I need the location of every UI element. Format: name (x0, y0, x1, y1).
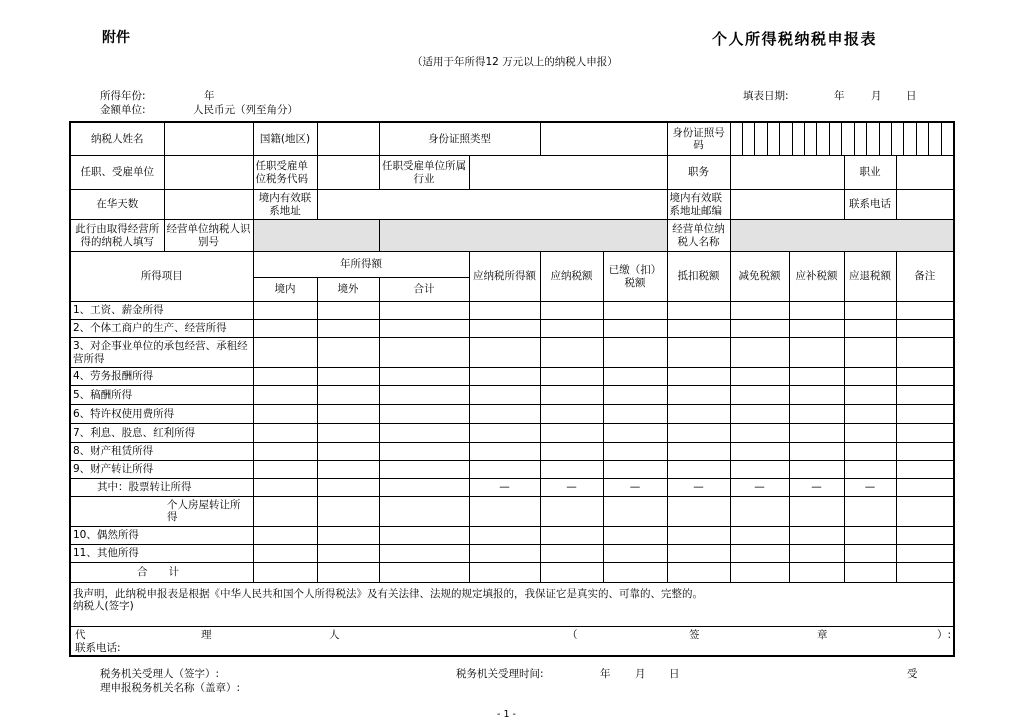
cell[interactable] (540, 368, 603, 386)
income-item-label: 3、对企事业单位的承包经营、承租经营所得 (70, 338, 253, 368)
cell[interactable] (789, 563, 844, 583)
page-number: - 1 - (497, 709, 516, 720)
cell[interactable] (253, 563, 317, 583)
cell[interactable] (253, 443, 317, 461)
tax-refund-header: 应退税额 (844, 252, 896, 302)
agent-char-1: 代 (75, 629, 86, 641)
table-row (70, 527, 954, 545)
cell[interactable] (603, 338, 667, 368)
total-row-label: 合 计 (70, 563, 253, 583)
cell[interactable] (469, 527, 540, 545)
cell[interactable] (379, 563, 469, 583)
cell[interactable] (730, 386, 789, 405)
cell[interactable] (667, 497, 730, 527)
cell[interactable] (469, 302, 540, 320)
address-postcode-label: 境内有效联系地址邮编 (667, 190, 730, 220)
cell[interactable] (379, 302, 469, 320)
fill-date-month[interactable]: 月 (871, 90, 882, 102)
cell[interactable] (896, 461, 954, 479)
address-postcode-field[interactable] (730, 190, 844, 220)
cell[interactable] (789, 461, 844, 479)
cell[interactable] (317, 368, 379, 386)
agent-paren-close: ）: (937, 629, 952, 641)
cell[interactable] (667, 563, 730, 583)
receive-year[interactable]: 年 (600, 668, 611, 680)
cell[interactable] (379, 368, 469, 386)
cell[interactable] (253, 461, 317, 479)
cell[interactable] (317, 479, 379, 497)
cell[interactable] (730, 320, 789, 338)
table-row (70, 443, 954, 461)
cell[interactable] (896, 479, 954, 497)
cell[interactable] (540, 497, 603, 527)
nationality-label: 国籍(地区) (253, 122, 317, 156)
cell[interactable] (730, 461, 789, 479)
cell[interactable] (789, 443, 844, 461)
cell[interactable] (789, 386, 844, 405)
domestic-address-field[interactable] (317, 190, 667, 220)
employer-industry-label: 任职受雇单位所属行业 (379, 156, 469, 190)
income-year-value[interactable]: 年 (204, 90, 215, 102)
table-row (70, 461, 954, 479)
cell[interactable] (469, 443, 540, 461)
cell[interactable] (469, 461, 540, 479)
page-subtitle: （适用于年所得12 万元以上的纳税人申报） (412, 56, 618, 68)
cell[interactable] (317, 563, 379, 583)
cell[interactable] (844, 527, 896, 545)
cell[interactable] (379, 545, 469, 563)
annual-income-header: 年所得额 (253, 252, 469, 278)
receive-time-label: 税务机关受理时间: (456, 668, 544, 680)
cell[interactable] (540, 563, 603, 583)
agent-paren-open: （ (567, 629, 578, 641)
fill-date-year[interactable]: 年 (834, 90, 845, 102)
cell[interactable] (317, 497, 379, 527)
cell[interactable] (379, 443, 469, 461)
cell[interactable] (540, 545, 603, 563)
cell[interactable] (667, 443, 730, 461)
tax-payable-header: 应纳税额 (540, 252, 603, 302)
income-item-label: 9、财产转让所得 (70, 461, 253, 479)
income-year-label: 所得年份: (100, 90, 146, 102)
cell[interactable] (603, 368, 667, 386)
currency-value: 人民币元（列至角分） (193, 104, 298, 116)
house-transfer-label: 个人房屋转让所得 (167, 499, 241, 524)
cell[interactable] (469, 563, 540, 583)
domestic-address-label: 境内有效联系地址 (253, 190, 317, 220)
declaration-cell (70, 583, 954, 627)
income-item-label (70, 497, 253, 527)
cell[interactable] (730, 497, 789, 527)
phone-field[interactable] (896, 190, 954, 220)
table-row (70, 302, 954, 320)
cell[interactable] (896, 368, 954, 386)
cell[interactable] (667, 527, 730, 545)
cell[interactable] (253, 479, 317, 497)
cell[interactable] (896, 302, 954, 320)
cell[interactable] (844, 497, 896, 527)
cell[interactable] (603, 443, 667, 461)
tax-receiver-label: 税务机关受理人（签字）: (100, 668, 220, 680)
cell[interactable] (844, 424, 896, 443)
cell[interactable] (603, 424, 667, 443)
employer-label: 任职、受雇单位 (70, 156, 164, 190)
days-in-china-field[interactable] (164, 190, 253, 220)
table-row (70, 368, 954, 386)
cell[interactable] (603, 320, 667, 338)
cell[interactable] (253, 405, 317, 424)
cell[interactable] (317, 320, 379, 338)
employer-tax-code-field[interactable] (317, 156, 379, 190)
cell[interactable] (844, 563, 896, 583)
agent-char-3: 人 (329, 629, 340, 641)
cell[interactable] (317, 302, 379, 320)
tax-relief-header: 减免税额 (730, 252, 789, 302)
cell[interactable] (896, 545, 954, 563)
cell[interactable] (896, 563, 954, 583)
taxpayer-name-label: 纳税人姓名 (70, 122, 164, 156)
cell[interactable] (253, 338, 317, 368)
income-item-label: 10、偶然所得 (70, 527, 253, 545)
total-header: 合计 (379, 278, 469, 302)
cell[interactable] (730, 405, 789, 424)
cell[interactable] (317, 405, 379, 424)
table-row (70, 479, 954, 497)
nationality-field[interactable] (317, 122, 379, 156)
cell[interactable] (730, 424, 789, 443)
cell[interactable] (603, 497, 667, 527)
cell[interactable] (667, 424, 730, 443)
cell[interactable] (896, 405, 954, 424)
table-row (70, 545, 954, 563)
cell[interactable] (540, 527, 603, 545)
cell[interactable] (603, 461, 667, 479)
cell[interactable] (896, 320, 954, 338)
cell[interactable] (379, 424, 469, 443)
income-item-label: 8、财产租赁所得 (70, 443, 253, 461)
cell[interactable] (730, 443, 789, 461)
table-row (70, 497, 954, 527)
cell[interactable] (896, 443, 954, 461)
tax-declaration-form (69, 121, 955, 657)
cell[interactable] (603, 563, 667, 583)
cell[interactable] (844, 386, 896, 405)
cell[interactable] (469, 497, 540, 527)
cell[interactable] (379, 479, 469, 497)
cell[interactable] (730, 545, 789, 563)
cell[interactable] (789, 497, 844, 527)
cell[interactable] (844, 320, 896, 338)
fill-date-day[interactable]: 日 (906, 90, 917, 102)
income-item-label: 5、稿酬所得 (70, 386, 253, 405)
employer-industry-field[interactable] (469, 156, 667, 190)
cell[interactable] (896, 386, 954, 405)
cell[interactable] (469, 338, 540, 368)
cell[interactable] (844, 302, 896, 320)
overseas-header: 境外 (317, 278, 379, 302)
cell[interactable] (603, 545, 667, 563)
tax-supplement-header: 应补税额 (789, 252, 844, 302)
cell[interactable] (789, 338, 844, 368)
fill-date-label: 填表日期: (743, 90, 789, 102)
dash-cell: — (540, 479, 603, 497)
cell[interactable] (603, 527, 667, 545)
cell[interactable] (667, 461, 730, 479)
cell[interactable] (253, 545, 317, 563)
business-unit-tin-field[interactable] (253, 220, 379, 252)
income-item-label: 7、利息、股息、红利所得 (70, 424, 253, 443)
cell[interactable] (844, 545, 896, 563)
agent-sign-char-2[interactable]: 章 (817, 629, 828, 641)
cell[interactable] (730, 527, 789, 545)
cell[interactable] (253, 424, 317, 443)
cell[interactable] (896, 424, 954, 443)
cell[interactable] (789, 405, 844, 424)
occupation-label: 职业 (844, 156, 896, 190)
receive-month[interactable]: 月 (635, 668, 646, 680)
dash-cell: — (667, 479, 730, 497)
table-row (70, 405, 954, 424)
cell[interactable] (317, 527, 379, 545)
domestic-header: 境内 (253, 278, 317, 302)
days-in-china-label: 在华天数 (70, 190, 164, 220)
cell[interactable] (379, 461, 469, 479)
cell[interactable] (896, 338, 954, 368)
dash-cell: — (844, 479, 896, 497)
cell[interactable] (844, 405, 896, 424)
cell[interactable] (317, 443, 379, 461)
authority-label: 理申报税务机关名称（盖章）: (100, 682, 241, 694)
cell[interactable] (844, 443, 896, 461)
dash-cell: — (603, 479, 667, 497)
cell[interactable] (317, 424, 379, 443)
cell[interactable] (667, 368, 730, 386)
dash-cell: — (469, 479, 540, 497)
cell[interactable] (253, 497, 317, 527)
accept-char: 受 (907, 668, 918, 680)
cell[interactable] (844, 338, 896, 368)
table-row (70, 320, 954, 338)
cell[interactable] (844, 461, 896, 479)
cell[interactable] (789, 320, 844, 338)
cell[interactable] (896, 497, 954, 527)
income-item-label: 11、其他所得 (70, 545, 253, 563)
cell[interactable] (253, 386, 317, 405)
cell[interactable] (667, 545, 730, 563)
cell[interactable] (540, 424, 603, 443)
cell[interactable] (379, 405, 469, 424)
cell[interactable] (844, 368, 896, 386)
cell[interactable] (667, 405, 730, 424)
cell[interactable] (317, 338, 379, 368)
cell[interactable] (379, 386, 469, 405)
table-row (70, 563, 954, 583)
remarks-header: 备注 (896, 252, 954, 302)
cell[interactable] (317, 545, 379, 563)
cell[interactable] (379, 497, 469, 527)
income-item-label: 6、特许权使用费所得 (70, 405, 253, 424)
business-unit-name-field[interactable] (730, 220, 954, 252)
cell[interactable] (730, 368, 789, 386)
cell[interactable] (540, 386, 603, 405)
cell[interactable] (253, 302, 317, 320)
business-unit-tin-shaded (379, 220, 667, 252)
employer-tax-code-label: 任职受雇单位税务代码 (253, 156, 317, 190)
cell[interactable] (469, 424, 540, 443)
cell[interactable] (730, 338, 789, 368)
cell[interactable] (667, 320, 730, 338)
employer-field[interactable] (164, 156, 253, 190)
tax-credit-header: 抵扣税额 (667, 252, 730, 302)
cell[interactable] (667, 386, 730, 405)
cell[interactable] (789, 545, 844, 563)
taxable-income-header: 应纳税所得额 (469, 252, 540, 302)
cell[interactable] (379, 527, 469, 545)
table-row (70, 338, 954, 368)
cell[interactable] (253, 320, 317, 338)
cell[interactable] (317, 386, 379, 405)
business-income-note: 此行由取得经营所得的纳税人填写 (70, 220, 164, 252)
phone-label: 联系电话 (844, 190, 896, 220)
cell[interactable] (540, 302, 603, 320)
cell[interactable] (603, 302, 667, 320)
cell[interactable] (730, 563, 789, 583)
income-item-header: 所得项目 (70, 252, 253, 302)
income-item-label: 4、劳务报酬所得 (70, 368, 253, 386)
cell[interactable] (896, 527, 954, 545)
table-row (70, 386, 954, 405)
id-type-label: 身份证照类型 (379, 122, 540, 156)
business-unit-tin-label: 经营单位纳税人识别号 (164, 220, 253, 252)
declaration-text: 我声明，此纳税申报表是根据《中华人民共和国个人所得税法》及有关法律、法规的规定填报的，我保证它是真实的、可靠的、完整的。 (73, 588, 703, 600)
cell[interactable] (469, 386, 540, 405)
position-field[interactable] (730, 156, 844, 190)
cell[interactable] (789, 302, 844, 320)
agent-sign-char-1[interactable]: 签 (689, 629, 700, 641)
cell[interactable] (469, 368, 540, 386)
tax-paid-header: 已缴（扣）税额 (603, 252, 667, 302)
agent-char-2: 理 (201, 629, 212, 641)
occupation-field[interactable] (896, 156, 954, 190)
cell[interactable] (469, 545, 540, 563)
income-item-label: 1、工资、薪金所得 (70, 302, 253, 320)
taxpayer-signature-label[interactable]: 纳税人(签字) (73, 600, 134, 613)
dash-cell: — (730, 479, 789, 497)
cell[interactable] (469, 405, 540, 424)
id-number-label: 身份证照号码 (667, 122, 730, 156)
page-title: 个人所得税纳税申报表 (712, 30, 878, 48)
cell[interactable] (540, 320, 603, 338)
dash-cell: — (789, 479, 844, 497)
cell[interactable] (789, 424, 844, 443)
cell[interactable] (540, 443, 603, 461)
cell[interactable] (253, 527, 317, 545)
currency-label: 金额单位: (100, 104, 146, 116)
cell[interactable] (667, 338, 730, 368)
income-item-label: 其中：股票转让所得 (70, 479, 253, 497)
cell[interactable] (603, 386, 667, 405)
cell[interactable] (789, 368, 844, 386)
cell[interactable] (540, 338, 603, 368)
id-number-field[interactable] (730, 122, 954, 156)
agent-phone-label: 联系电话: (75, 642, 121, 654)
cell[interactable] (667, 302, 730, 320)
business-unit-name-label: 经营单位纳税人名称 (667, 220, 730, 252)
cell[interactable] (540, 461, 603, 479)
cell[interactable] (317, 461, 379, 479)
attachment-label: 附件 (102, 30, 130, 46)
cell[interactable] (469, 320, 540, 338)
cell[interactable] (540, 405, 603, 424)
table-row (70, 424, 954, 443)
income-item-label: 2、个体工商户的生产、经营所得 (70, 320, 253, 338)
taxpayer-name-field[interactable] (164, 122, 253, 156)
cell[interactable] (379, 320, 469, 338)
cell[interactable] (253, 368, 317, 386)
cell[interactable] (730, 302, 789, 320)
position-label: 职务 (667, 156, 730, 190)
id-type-field[interactable] (540, 122, 667, 156)
cell[interactable] (379, 338, 469, 368)
agent-cell (70, 627, 954, 657)
cell[interactable] (603, 405, 667, 424)
receive-day[interactable]: 日 (669, 668, 680, 680)
cell[interactable] (789, 527, 844, 545)
